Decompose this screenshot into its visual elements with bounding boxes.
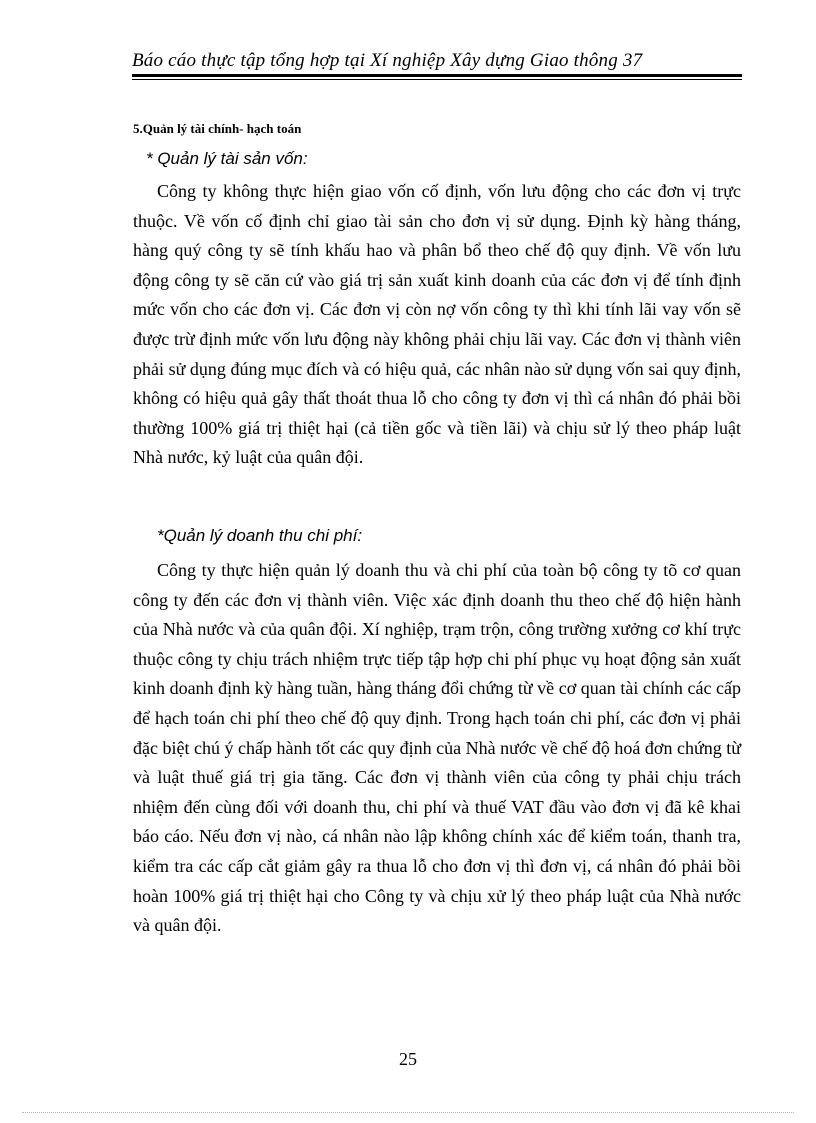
paragraph-revenue: Công ty thực hiện quản lý doanh thu và chi phí của toàn bộ công ty tõ cơ quan công ty đến các đơn vị thành viên. Việc xác định doanh thu theo chế độ hiện hành của Nhà nước và của quân đội. Xí nghiệp, trạm trộn, công trường xưởng cơ khí trực thuộc công ty chịu trách nhiệm trực tiếp tập hợp chi phí phục vụ hoạt động sản xuất kinh doanh định kỳ hàng tuần, hàng tháng đổi chứng từ về cơ quan tài chính các cấp để hạch toán chi phí theo chế độ quy định. Trong hạch toán chi phí, các đơn vị phải đặc biệt chú ý chấp hành tốt các quy định của Nhà nước về chế độ hoá đơn chứng từ và luật thuế giá trị gia tăng. Các đơn vị thành viên của công ty phải chịu trách nhiệm đến cùng đối với doanh thu, chi phí và thuế VAT đầu vào đơn vị đã kê khai báo cáo. Nếu đơn vị nào, cá nhân nào lập không chính xác để kiểm toán, thanh tra, kiểm tra các cấp cắt giảm gây ra thua lỗ cho đơn vị thì đơn vị, cá nhân đó phải bồi hoàn 100% giá trị thiệt hại cho Công ty và chịu xử lý theo pháp luật của Nhà nước và quân đội. [133,560,741,936]
header-rule-thick [132,74,742,77]
subsection-heading-revenue: *Quản lý doanh thu chi phí: [157,526,363,545]
page-number: 25 [399,1049,417,1069]
page-bottom-divider [22,1112,794,1113]
header-rule-thin [132,79,742,80]
section-title: 5.Quản lý tài chính- hạch toán [133,121,302,136]
paragraph-assets: Công ty không thực hiện giao vốn cố định, vốn lưu động cho các đơn vị trực thuộc. Về vốn cố định chỉ giao tài sản cho đơn vị sử dụng. Định kỳ hàng tháng, hàng quý công ty sẽ tính khấu hao và phân bổ theo chế độ quy định. Về vốn lưu động công ty sẽ căn cứ vào giá trị sản xuất kinh doanh của các đơn vị để tính định mức vốn cho các đơn vị. Các đơn vị còn nợ vốn công ty thì khi tính lãi vay vốn sẽ được trừ định mức vốn lưu động này không phải chịu lãi vay. Các đơn vị thành viên phải sử dụng đúng mục đích và có hiệu quả, các nhân nào sử dụng vốn sai quy định, không có hiệu quả gây thất thoát thua lỗ cho công ty đơn vị thì cá nhân đó phải bồi thường 100% giá trị thiệt hại (cả tiền gốc và tiền lãi) và chịu sử lý theo pháp luật Nhà nước, kỷ luật của quân đội. [133,181,741,468]
subsection-heading-assets: * Quản lý tài sản vốn: [146,149,308,168]
running-header: Báo cáo thực tập tổng hợp tại Xí nghiệp Xây dựng Giao thông 37 [132,50,643,71]
